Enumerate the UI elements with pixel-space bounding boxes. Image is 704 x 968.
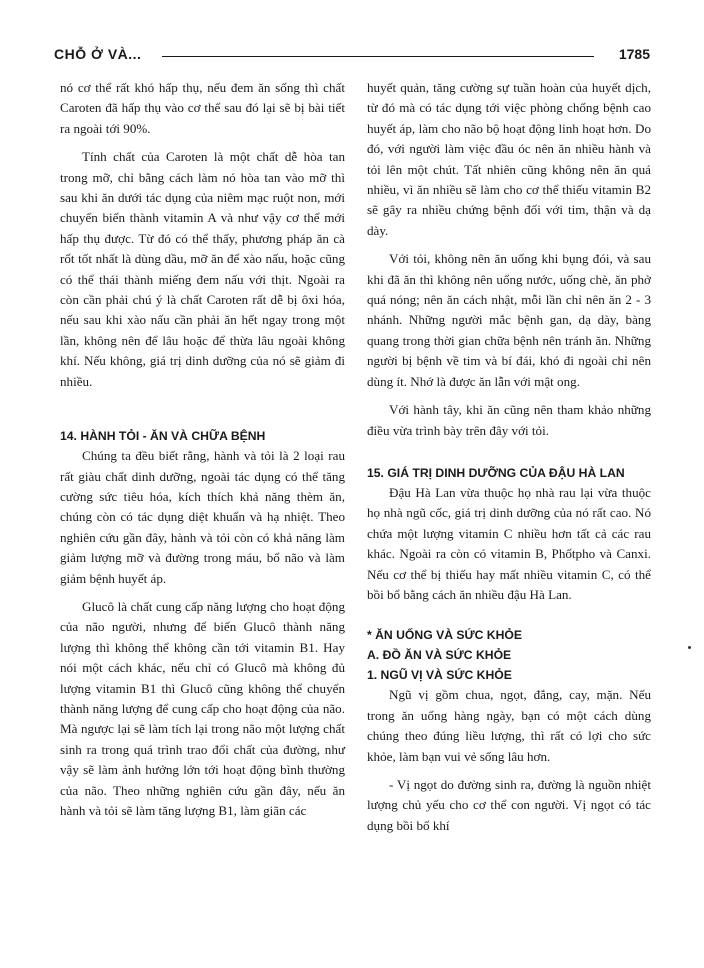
scan-speck	[688, 646, 691, 649]
left-column	[60, 78, 345, 821]
paragraph: Đậu Hà Lan vừa thuộc họ nhà rau lại vừa thuộc họ nhà ngũ cốc, giá trị dinh dưỡng của nó rất cao. Nó chứa một lượng vitamin C nhiều hơn tất cả các rau khác. Ngoài ra còn có vitamin B, Phốtpho và Canxi. Nếu cơ thể bị thiếu hay mất nhiều vitamin C, có thể bồi bổ bằng cách ăn nhiều đậu Hà Lan.	[367, 484, 651, 602]
paragraph: nó cơ thể rất khó hấp thụ, nếu đem ăn sống thì chất Caroten đã hấp thụ vào cơ thể sau đó lại sẽ bị bài tiết ra ngoài tới 90%.	[60, 80, 345, 136]
section-heading: 14. HÀNH TỎI - ĂN VÀ CHỮA BỆNH	[60, 429, 266, 444]
header-rule	[162, 56, 594, 57]
paragraph: huyết quản, tăng cường sự tuần hoàn của huyết dịch, từ đó mà có tác dụng tới việc phòng chống bệnh cao huyết áp, làm cho não bộ hoạt động linh hoạt hơn. Do đó, với người làm việc đầu óc nên ăn nhiều hành và tỏi lên một chút. Tất nhiên cũng không nên ăn quá nhiều, vì ăn nhiều sẽ làm cho cơ thể thiếu vitamin B2 sẽ gây ra nhiều chứng bệnh đối với tim, thận và dạ dày.	[367, 80, 651, 238]
paragraph: Với tỏi, không nên ăn uống khi bụng đói, và sau khi đã ăn thì không nên uống nước, uống chè, ăn phở quá nóng; nên ăn cách nhật, mỗi lần chỉ nên ăn 2 - 3 nhánh. Những người mắc bệnh gan, dạ dày, bàng quang trong thời gian chữa bệnh nên tránh ăn. Những người bị bệnh về tim và bí đái, khó đi ngoài chỉ nên dùng ít. Nhớ là được ăn lẫn với mật ong.	[367, 251, 651, 389]
page-number: 1785	[618, 46, 650, 62]
running-title: CHỖ Ở VÀ...	[54, 46, 142, 62]
subsection-heading: 1. NGŨ VỊ VÀ SỨC KHỎE	[367, 668, 512, 683]
paragraph: Với hành tây, khi ăn cũng nên tham khảo những điều vừa trình bày trên đây với tỏi.	[367, 402, 651, 438]
paragraph: Tính chất của Caroten là một chất dễ hòa tan trong mỡ, chỉ bằng cách làm nó hòa tan vào mỡ thì sau khi ăn dưới tác dụng của niêm mạc ruột non, mới chuyển biến thành vitamin A và như vậy cơ thể mới hấp thụ được. Từ đó có thể thấy, phương pháp ăn cà rốt tốt nhất là dùng dầu, mỡ ăn để xào nấu, hoặc cũng có thể thái thành miếng đem nấu với thịt. Ngoài ra còn cần phải chú ý là chất Caroten rất dễ bị ôxi hóa, nếu sau khi xào nấu cần phải ăn hết ngay trong một lần, không nên để lâu hoặc để thừa lâu ngoài không khí. Nếu không, giá trị dinh dưỡng của nó sẽ giảm đi nhiều.	[60, 149, 345, 389]
paragraph: Chúng ta đều biết rằng, hành và tỏi là 2 loại rau rất giàu chất dinh dưỡng, ngoài tác dụng có thể tăng cường sức tiêu hóa, kích thích khả năng thèm ăn, chúng còn có tác dụng diệt khuẩn và hạ nhiệt. Theo nghiên cứu gần đây, hành và tỏi còn có khả năng làm giảm lượng mỡ và đường trong máu, bổ não và làm giảm bệnh huyết áp.	[60, 448, 345, 586]
paragraph: - Vị ngọt do đường sinh ra, đường là nguồn nhiệt lượng chủ yếu cho cơ thể con người. Vị ngọt có tác dụng bồi bổ khí	[367, 776, 651, 833]
paragraph: Glucô là chất cung cấp năng lượng cho hoạt động của não người, nhưng để biến Glucô thành năng lượng thì không thể không cần tới vitamin B1. Hay nói một cách khác, nếu chỉ có Glucô mà không đủ lượng vitamin B1 thì Glucô cũng không thể chuyển thành năng lượng để cung cấp cho hoạt động của não. Mà ngược lại sẽ làm tích lại trong não một lượng chất sinh ra trong quá trình trao đổi chất của đường, như vậy sẽ làm ảnh hưởng lớn tới hoạt động bình thường của não. Theo những nghiên cứu gần đây, nếu ăn hành và tỏi sẽ làm tăng lượng B1, làm giãn các	[60, 598, 345, 818]
section-heading: * ĂN UỐNG VÀ SỨC KHỎE	[367, 628, 523, 643]
paragraph: Ngũ vị gồm chua, ngọt, đắng, cay, mặn. Nếu trong ăn uống hàng ngày, bạn có một cách dùng chúng theo đúng liều lượng, thì rất có lợi cho sức khỏe, làm bạn vui vẻ sống lâu hơn.	[367, 687, 651, 764]
right-column	[367, 78, 651, 836]
page-header	[54, 46, 650, 66]
section-heading: 15. GIÁ TRỊ DINH DƯỠNG CỦA ĐẬU HÀ LAN	[367, 465, 625, 480]
subsection-heading: A. ĐỒ ĂN VÀ SỨC KHỎE	[367, 648, 512, 663]
